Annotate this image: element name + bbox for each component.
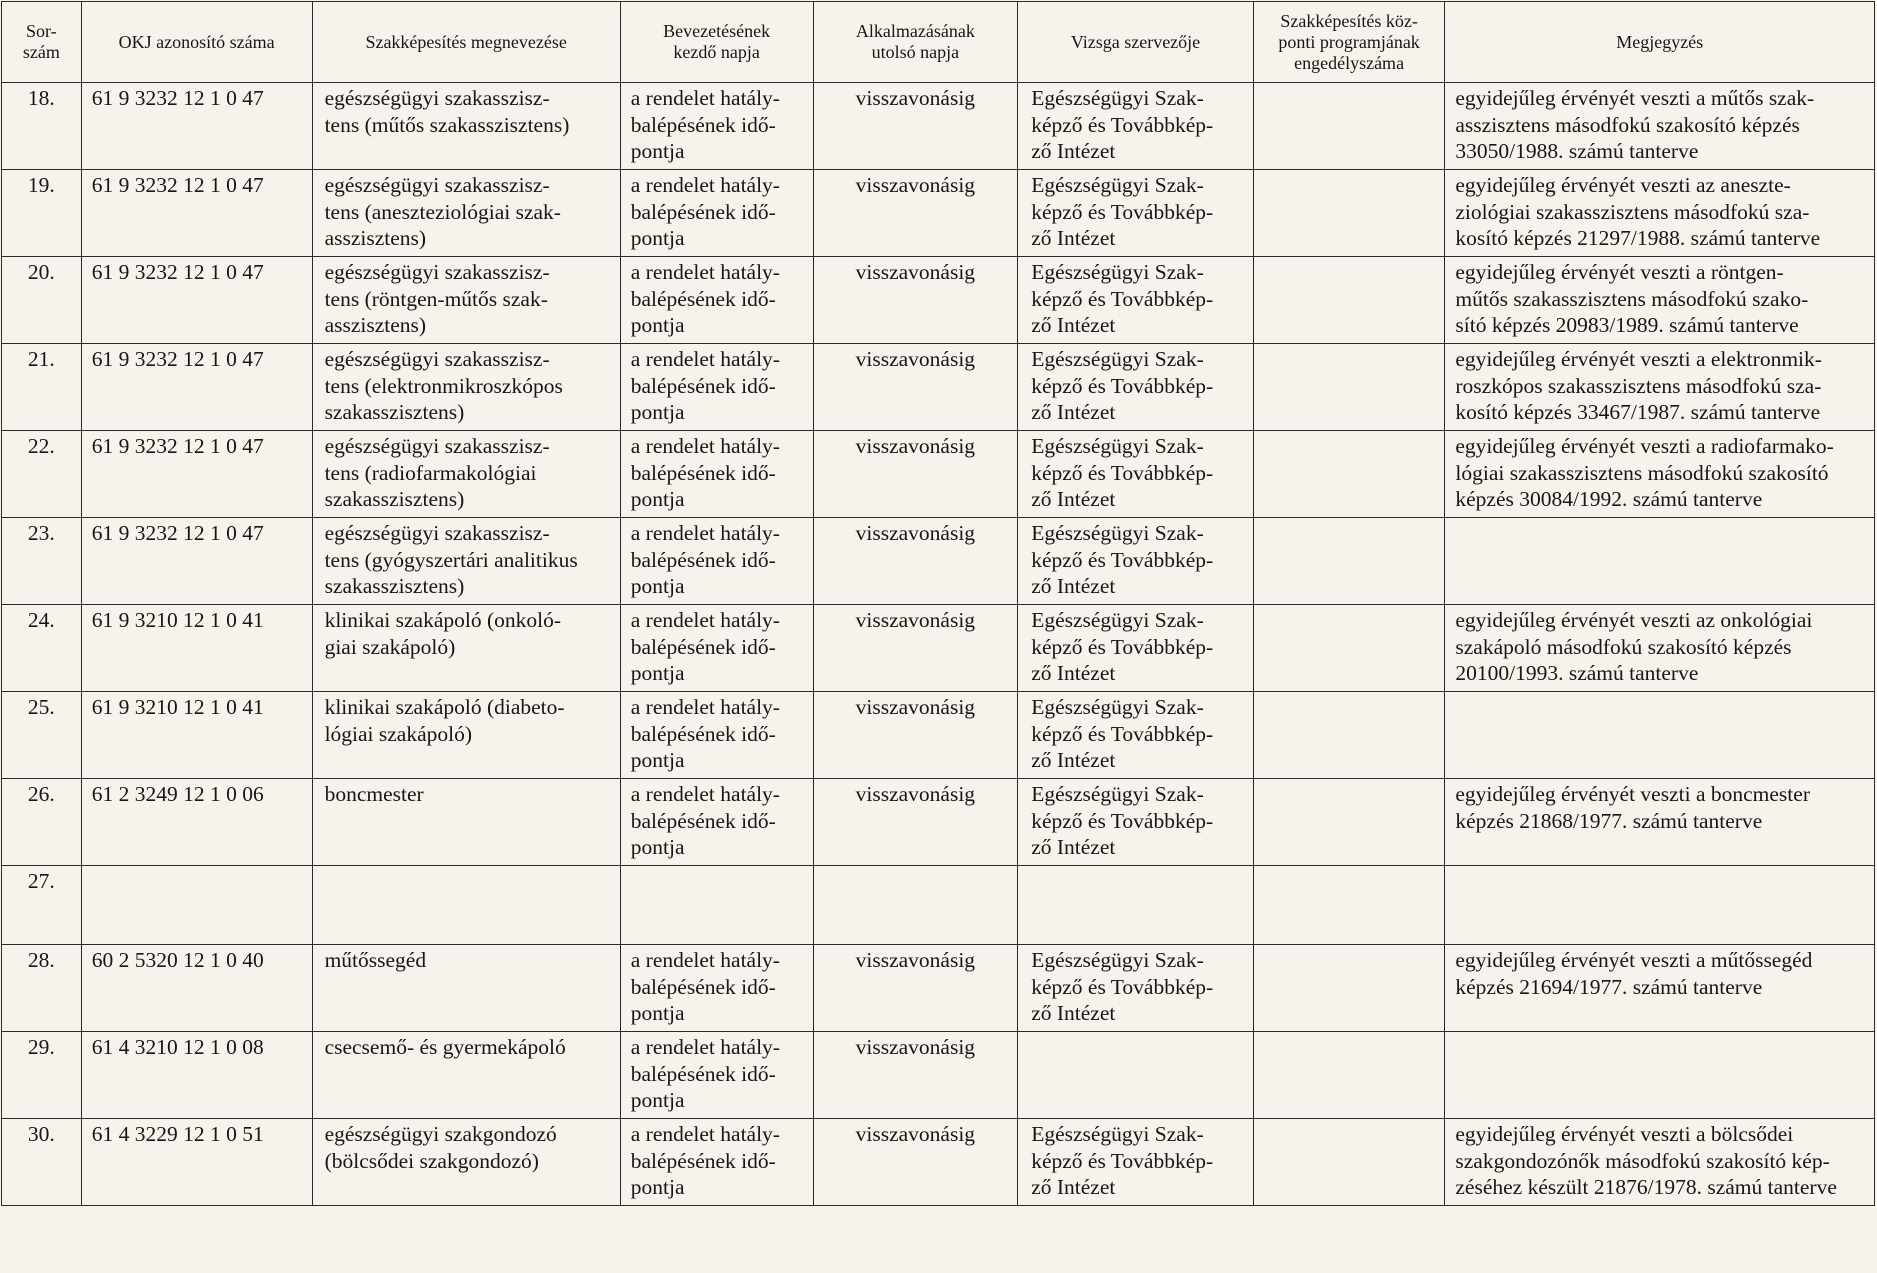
cell-okj [81,518,312,605]
remark: egyidejűleg érvényét veszti a boncmester képzés 21868/1977. számú tanterve [1455,782,1810,833]
cell-okj [81,83,312,170]
remark: egyidejűleg érvényét veszti az onkológiai szakápoló másodfokú szakosító képzés 20100/1993. számú tanterve [1455,608,1813,685]
qualification-name: egészségügyi szakasszisz- tens (radiofarmakológiai szakasszisztens) [324,434,550,511]
remark: egyidejűleg érvényét veszti a műtőssegéd képzés 21694/1977. számú tanterve [1455,948,1813,999]
cell-name [312,518,620,605]
cell-end [813,605,1018,692]
cell-end [813,692,1018,779]
header-end-text: Alkalmazásának utolsó napja [855,21,975,62]
cell-start [620,1119,813,1206]
start-date: a rendelet hatály- balépésének idő- pontja [630,260,780,337]
okj-code: 61 9 3210 12 1 0 41 [91,695,264,719]
end-date: visszavonásig [855,1035,976,1059]
remark: egyidejűleg érvényét veszti a röntgen- műtős szakasszisztens másodfokú szako- sító képzés 20983/1989. számú tanterve [1455,260,1809,337]
cell-num [2,257,82,344]
cell-organizer [1018,945,1254,1032]
exam-organizer [1018,866,1253,868]
table-row [2,779,1875,866]
row-number: 21. [27,347,55,371]
qualification-name: klinikai szakápoló (diabeto- lógiai szakápoló) [324,695,565,746]
end-date: visszavonásig [855,608,976,632]
cell-end [813,1119,1018,1206]
cell-note [1445,1032,1875,1119]
start-date: a rendelet hatály- balépésének idő- pontja [630,521,780,598]
end-date: visszavonásig [855,1122,976,1146]
header-note-text: Megjegyzés [1616,31,1704,52]
qualification-name: klinikai szakápoló (onkoló- giai szakápoló) [324,608,562,659]
cell-program [1253,518,1445,605]
table-row [2,692,1875,779]
cell-organizer [1018,431,1254,518]
cell-end [813,866,1018,945]
cell-start [620,945,813,1032]
cell-name [312,83,620,170]
cell-start [620,692,813,779]
cell-note [1445,866,1875,945]
cell-start [620,605,813,692]
table-row [2,1119,1875,1206]
cell-name [312,605,620,692]
cell-program [1253,605,1445,692]
qualification-name: egészségügyi szakasszisz- tens (gyógyszertári analitikus szakasszisztens) [324,521,578,598]
remark: egyidejűleg érvényét veszti a elektronmik- roszkópos szakasszisztens másodfokú sza- kosító képzés 33467/1987. számú tanterve [1455,347,1822,424]
row-number: 29. [27,1035,55,1059]
cell-note [1445,605,1875,692]
remark: egyidejűleg érvényét veszti az aneszte- ziológiai szakasszisztens másodfokú sza- kosító képzés 21297/1988. számú tanterve [1455,173,1821,250]
cell-end [813,431,1018,518]
cell-end [813,83,1018,170]
exam-organizer [1018,1032,1253,1034]
cell-okj [81,1032,312,1119]
okj-code: 60 2 5320 12 1 0 40 [91,948,264,972]
cell-name [312,866,620,945]
cell-note [1445,779,1875,866]
cell-start [620,170,813,257]
cell-okj [81,1119,312,1206]
cell-okj [81,257,312,344]
cell-organizer [1018,1032,1254,1119]
okj-code: 61 2 3249 12 1 0 06 [91,782,264,806]
cell-end [813,1032,1018,1119]
cell-name [312,1119,620,1206]
table-row [2,83,1875,170]
cell-num [2,779,82,866]
cell-organizer [1018,518,1254,605]
okj-code: 61 9 3232 12 1 0 47 [91,521,264,545]
qualification-name: boncmester [324,782,424,806]
exam-organizer: Egészségügyi Szak- képző és Továbbkép- ző Intézet [1031,434,1214,511]
cell-organizer [1018,257,1254,344]
cell-name [312,692,620,779]
okj-code: 61 9 3232 12 1 0 47 [91,434,264,458]
cell-note [1445,344,1875,431]
start-date: a rendelet hatály- balépésének idő- pontja [630,608,780,685]
cell-num [2,1119,82,1206]
header-program [1253,2,1445,83]
table-row [2,605,1875,692]
cell-start [620,1032,813,1119]
cell-program [1253,692,1445,779]
row-number: 23. [27,521,55,545]
cell-start [620,83,813,170]
header-note [1445,2,1875,83]
cell-okj [81,344,312,431]
table-row [2,518,1875,605]
cell-end [813,257,1018,344]
okj-code: 61 4 3229 12 1 0 51 [91,1122,264,1146]
okj-code [82,866,312,868]
start-date: a rendelet hatály- balépésének idő- pontja [630,1122,780,1199]
exam-organizer: Egészségügyi Szak- képző és Továbbkép- ző Intézet [1031,260,1214,337]
cell-name [312,431,620,518]
header-num [2,2,82,83]
cell-start [620,779,813,866]
cell-organizer [1018,83,1254,170]
cell-note [1445,83,1875,170]
cell-end [813,170,1018,257]
start-date: a rendelet hatály- balépésének idő- pontja [630,86,780,163]
end-date: visszavonásig [855,434,976,458]
header-start [620,2,813,83]
cell-num [2,866,82,945]
okj-code: 61 9 3232 12 1 0 47 [91,260,264,284]
cell-name [312,344,620,431]
cell-end [813,518,1018,605]
start-date: a rendelet hatály- balépésének idő- pontja [630,782,780,859]
exam-organizer: Egészségügyi Szak- képző és Továbbkép- ző Intézet [1031,608,1214,685]
exam-organizer: Egészségügyi Szak- képző és Továbbkép- ző Intézet [1031,173,1214,250]
header-start-text: Bevezetésének kezdő napja [663,21,771,62]
cell-okj [81,605,312,692]
okj-code: 61 9 3232 12 1 0 47 [91,86,264,110]
cell-note [1445,257,1875,344]
cell-start [620,344,813,431]
header-program-text: Szakképesítés köz- ponti programjának engedélyszáma [1278,10,1420,73]
cell-name [312,945,620,1032]
row-number: 28. [27,948,55,972]
cell-okj [81,866,312,945]
cell-okj [81,431,312,518]
cell-program [1253,257,1445,344]
cell-okj [81,170,312,257]
end-date [814,866,1018,868]
cell-organizer [1018,605,1254,692]
start-date: a rendelet hatály- balépésének idő- pontja [630,434,780,511]
end-date: visszavonásig [855,948,976,972]
table-header-row [2,2,1875,83]
header-name-text: Szakképesítés megnevezése [365,31,567,52]
cell-end [813,779,1018,866]
row-number: 27. [27,869,55,893]
table-row [2,945,1875,1032]
cell-note [1445,1119,1875,1206]
cell-okj [81,945,312,1032]
cell-name [312,779,620,866]
exam-organizer: Egészségügyi Szak- képző és Továbbkép- ző Intézet [1031,1122,1214,1199]
cell-program [1253,866,1445,945]
qualification-name: egészségügyi szakasszisz- tens (elektronmikroszkópos szakasszisztens) [324,347,563,424]
start-date: a rendelet hatály- balépésének idő- pontja [630,1035,780,1112]
cell-okj [81,692,312,779]
exam-organizer: Egészségügyi Szak- képző és Továbbkép- ző Intézet [1031,948,1214,1025]
cell-program [1253,779,1445,866]
header-end [813,2,1018,83]
qualification-name: műtőssegéd [324,948,427,972]
end-date: visszavonásig [855,86,976,110]
exam-organizer: Egészségügyi Szak- képző és Továbbkép- ző Intézet [1031,521,1214,598]
start-date: a rendelet hatály- balépésének idő- pontja [630,695,780,772]
qualification-name: egészségügyi szakgondozó (bölcsődei szakgondozó) [324,1122,557,1173]
cell-program [1253,1119,1445,1206]
cell-program [1253,83,1445,170]
qualification-name [313,866,620,868]
start-date: a rendelet hatály- balépésének idő- pontja [630,173,780,250]
cell-program [1253,1032,1445,1119]
cell-name [312,170,620,257]
row-number: 19. [27,173,55,197]
remark [1445,866,1874,868]
cell-end [813,344,1018,431]
cell-okj [81,779,312,866]
remark: egyidejűleg érvényét veszti a radiofarmako- lógiai szakasszisztens másodfokú szakosító képzés 30084/1992. számú tanterve [1455,434,1834,511]
cell-organizer [1018,344,1254,431]
cell-num [2,344,82,431]
header-organizer [1018,2,1254,83]
table-row [2,170,1875,257]
remark: egyidejűleg érvényét veszti a műtős szak- asszisztens másodfokú szakosító képzés 33050/1988. számú tanterve [1455,86,1815,163]
cell-num [2,692,82,779]
cell-start [620,866,813,945]
cell-organizer [1018,1119,1254,1206]
cell-note [1445,170,1875,257]
end-date: visszavonásig [855,173,976,197]
cell-organizer [1018,779,1254,866]
cell-program [1253,945,1445,1032]
row-number: 24. [27,608,55,632]
end-date: visszavonásig [855,260,976,284]
row-number: 20. [27,260,55,284]
row-number: 22. [27,434,55,458]
row-number: 26. [27,782,55,806]
cell-num [2,170,82,257]
cell-organizer [1018,866,1254,945]
header-num-text: Sor- szám [22,21,60,62]
table-row [2,257,1875,344]
qualification-name: csecsemő- és gyermekápoló [324,1035,566,1059]
qualification-name: egészségügyi szakasszisz- tens (röntgen-műtős szak- asszisztens) [324,260,550,337]
table-row [2,866,1875,945]
end-date: visszavonásig [855,782,976,806]
remark [1445,692,1874,694]
cell-num [2,518,82,605]
cell-start [620,257,813,344]
end-date: visszavonásig [855,521,976,545]
header-organizer-text: Vizsga szervezője [1070,31,1201,52]
cell-note [1445,945,1875,1032]
remark [1445,1032,1874,1034]
remark [1445,518,1874,520]
header-okj [81,2,312,83]
cell-note [1445,518,1875,605]
cell-note [1445,431,1875,518]
cell-end [813,945,1018,1032]
row-number: 18. [27,86,55,110]
cell-num [2,945,82,1032]
row-number: 30. [27,1122,55,1146]
table-body [2,83,1875,1206]
cell-num [2,605,82,692]
exam-organizer: Egészségügyi Szak- képző és Továbbkép- ző Intézet [1031,86,1214,163]
qualification-name: egészségügyi szakasszisz- tens (műtős szakasszisztens) [324,86,570,137]
start-date: a rendelet hatály- balépésének idő- pontja [630,948,780,1025]
cell-num [2,1032,82,1119]
cell-program [1253,170,1445,257]
qualification-register-table [1,1,1875,1206]
end-date: visszavonásig [855,347,976,371]
header-name [312,2,620,83]
exam-organizer: Egészségügyi Szak- képző és Továbbkép- ző Intézet [1031,782,1214,859]
cell-organizer [1018,170,1254,257]
cell-note [1445,692,1875,779]
cell-name [312,1032,620,1119]
cell-start [620,518,813,605]
okj-code: 61 4 3210 12 1 0 08 [91,1035,264,1059]
exam-organizer: Egészségügyi Szak- képző és Továbbkép- ző Intézet [1031,347,1214,424]
okj-code: 61 9 3210 12 1 0 41 [91,608,264,632]
table-row [2,431,1875,518]
cell-program [1253,431,1445,518]
cell-num [2,83,82,170]
header-okj-text: OKJ azonosító száma [118,31,275,52]
okj-code: 61 9 3232 12 1 0 47 [91,347,264,371]
cell-organizer [1018,692,1254,779]
cell-start [620,431,813,518]
cell-num [2,431,82,518]
okj-code: 61 9 3232 12 1 0 47 [91,173,264,197]
cell-program [1253,344,1445,431]
start-date [621,866,813,868]
table-row [2,1032,1875,1119]
remark: egyidejűleg érvényét veszti a bölcsődei szakgondozónők másodfokú szakosító kép- zéséhez készült 21876/1978. számú tanterve [1455,1122,1837,1199]
row-number: 25. [27,695,55,719]
qualification-name: egészségügyi szakasszisz- tens (aneszteziológiai szak- asszisztens) [324,173,561,250]
cell-name [312,257,620,344]
end-date: visszavonásig [855,695,976,719]
table-row [2,344,1875,431]
exam-organizer: Egészségügyi Szak- képző és Továbbkép- ző Intézet [1031,695,1214,772]
start-date: a rendelet hatály- balépésének idő- pontja [630,347,780,424]
